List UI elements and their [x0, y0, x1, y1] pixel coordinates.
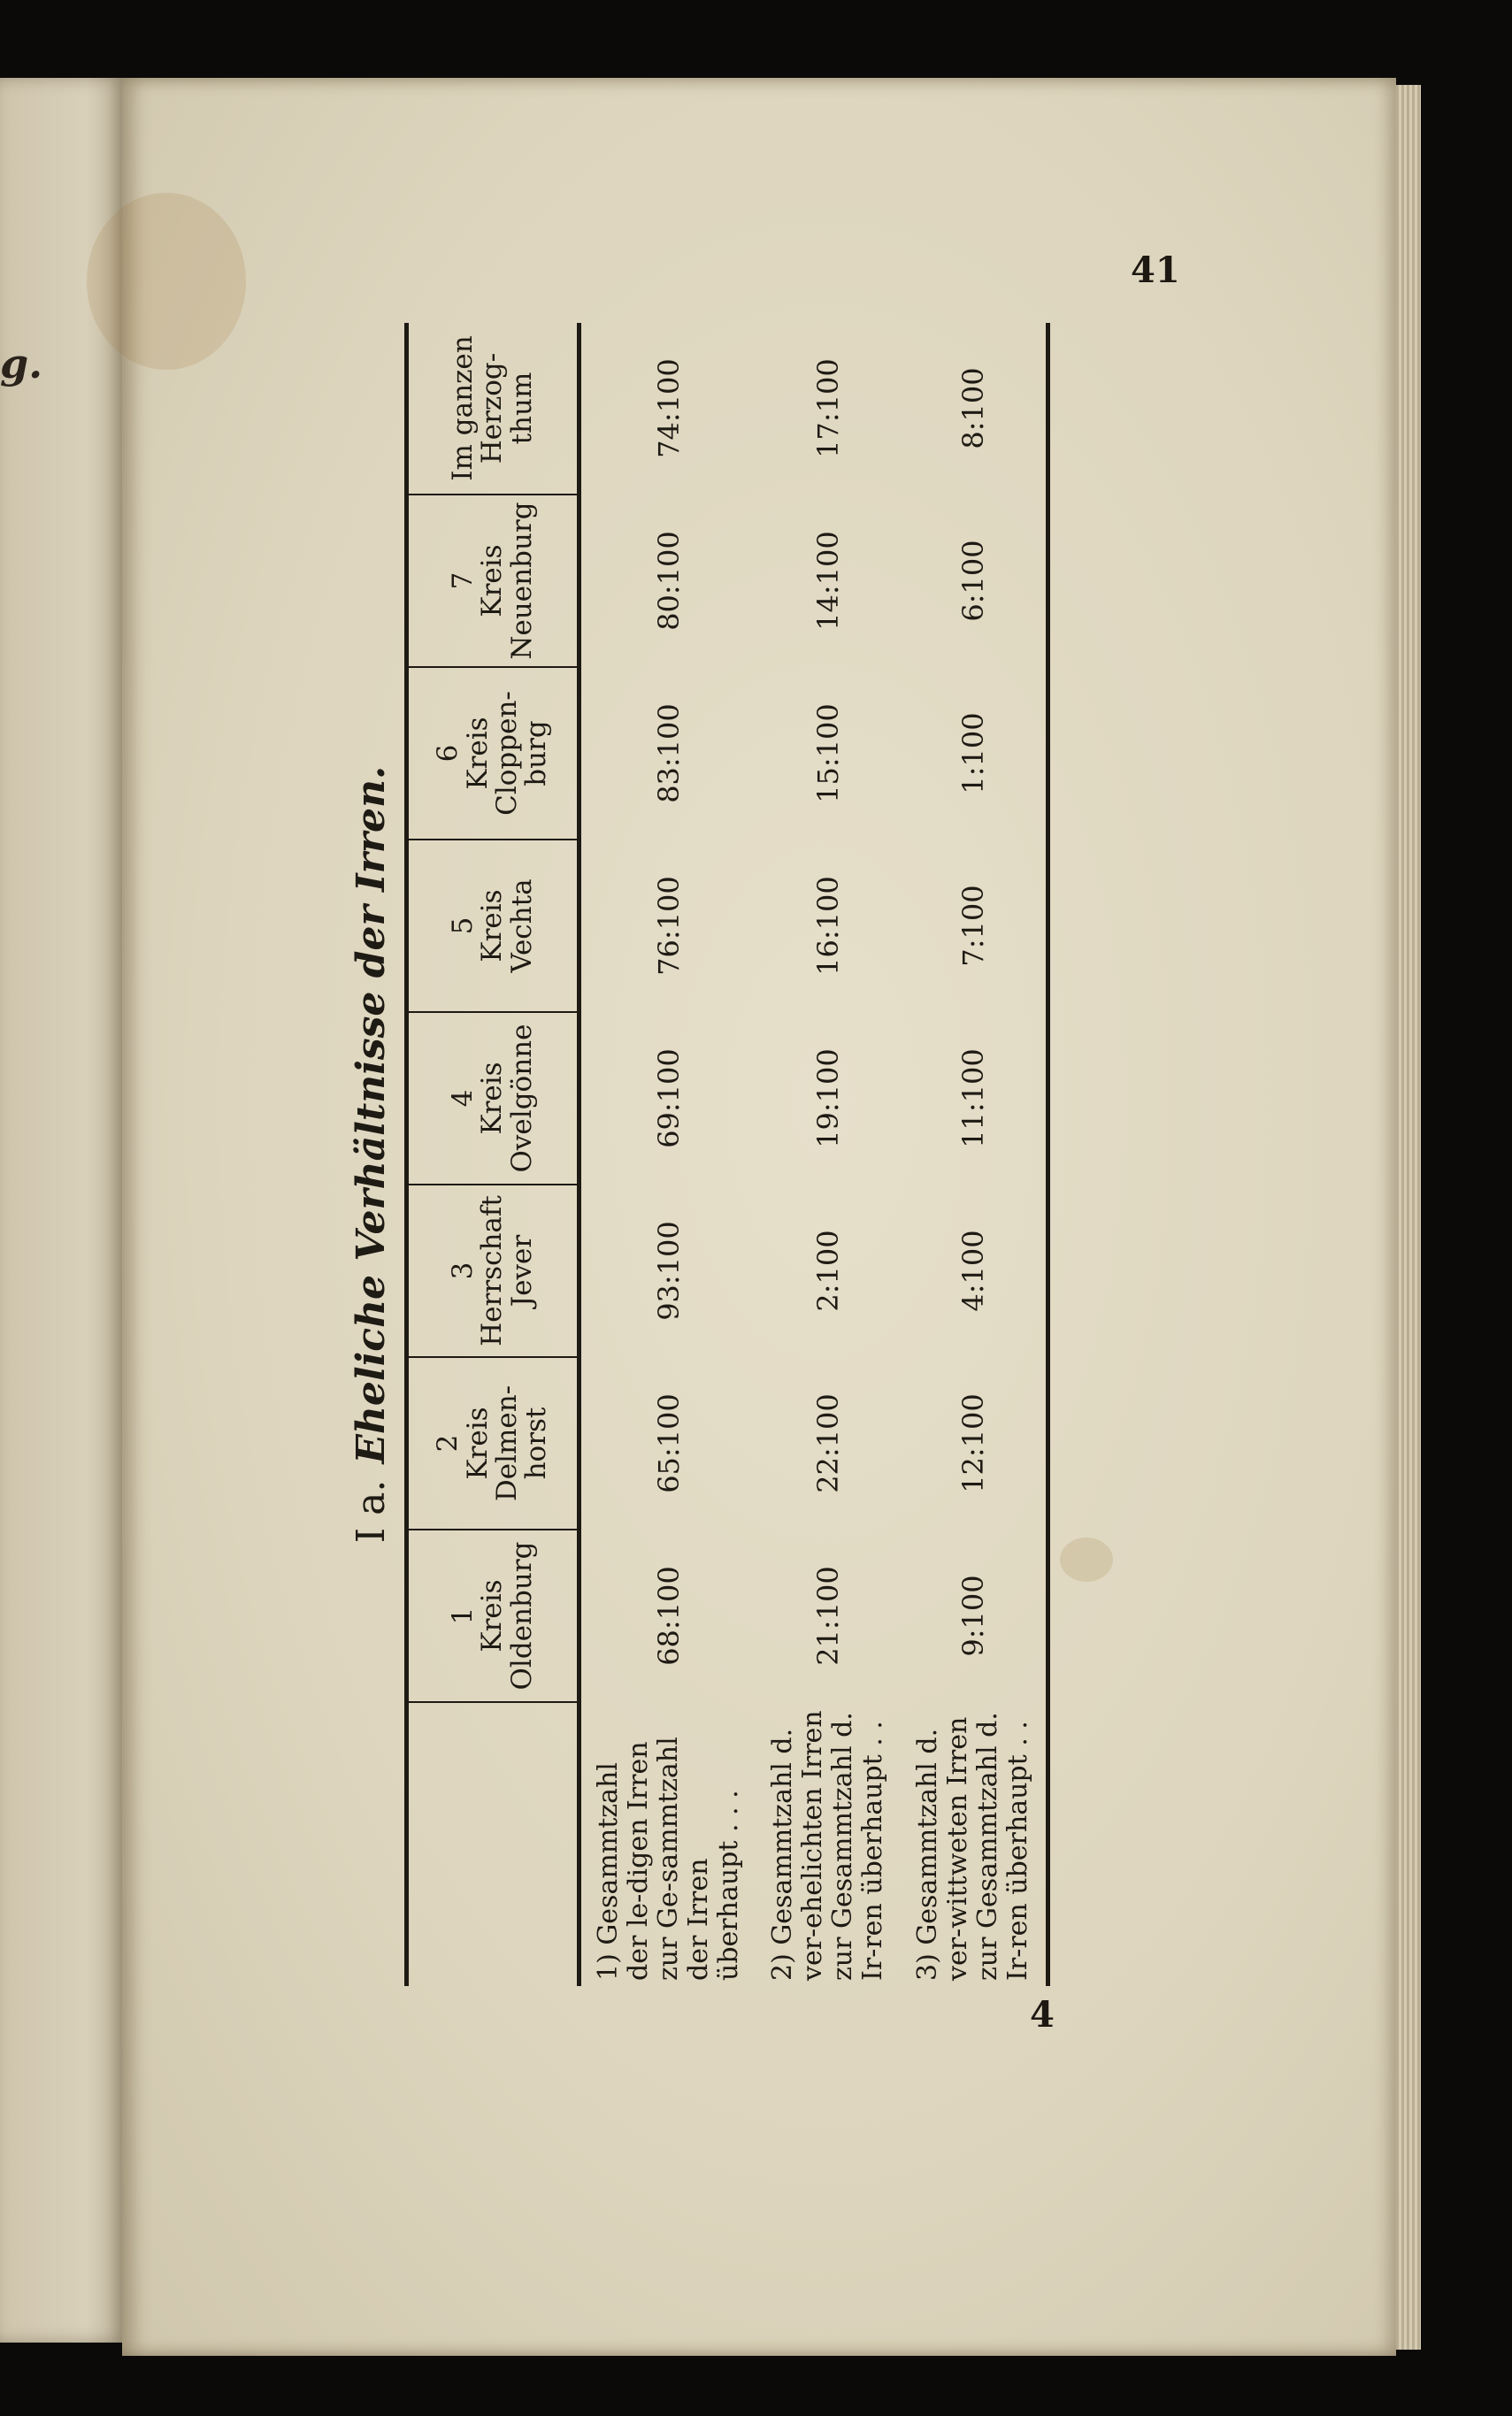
ratio-value: 12:100	[956, 1393, 990, 1493]
ratio-value: 1:100	[956, 712, 990, 794]
ratio-value: 93:100	[651, 1221, 686, 1321]
column-header	[409, 495, 577, 668]
row-label: 1) Gesammtzahl der le-digen Irren zur Ge-sammtzahl der Irren überhaupt . . .	[593, 1737, 744, 1981]
column-header	[409, 668, 577, 840]
column-header	[409, 323, 577, 495]
table-bottom-rule	[1046, 323, 1050, 1986]
table-header	[409, 323, 577, 1986]
column-name: Kreis Neuenburg	[476, 502, 538, 660]
column-number: 4	[446, 1089, 479, 1108]
column-name: Herrschaft Jever	[476, 1195, 538, 1346]
table-title-number: I a.	[348, 1479, 394, 1544]
page-number: 41	[1131, 249, 1180, 291]
ratio-value: 65:100	[651, 1393, 686, 1493]
signature-mark: 4	[1030, 1994, 1055, 2036]
ratio-value: 14:100	[811, 531, 846, 631]
ratio-value: 15:100	[811, 703, 846, 803]
table-body	[581, 323, 1046, 1986]
column-header	[409, 1530, 577, 1703]
ratio-value: 6:100	[956, 540, 990, 622]
ratio-value: 74:100	[651, 358, 686, 458]
page-edge-stack	[1396, 85, 1421, 2350]
column-name: Im ganzen Herzog-thum	[446, 335, 538, 481]
rotated-table-block	[341, 323, 1119, 1986]
statistics-table	[404, 323, 1050, 1986]
row-label: 3) Gesammtzahl d. ver-wittweten Irren zur Gesammtzahl d. Ir-ren überhaupt . .	[912, 1712, 1033, 1981]
header-label-column	[409, 1703, 577, 1986]
column-name: Kreis Ovelgönne	[476, 1024, 538, 1173]
ratio-value: 21:100	[811, 1566, 846, 1666]
ratio-value: 19:100	[811, 1048, 846, 1148]
ratio-value: 8:100	[956, 367, 990, 449]
column-number: 5	[446, 917, 479, 935]
ratio-value: 22:100	[811, 1393, 846, 1493]
column-name: Kreis Vechta	[476, 878, 538, 973]
table-title-text: Eheliche Verhältnisse der Irren.	[348, 765, 394, 1464]
column-number: 6	[432, 744, 464, 763]
ratio-value: 9:100	[956, 1575, 990, 1657]
ratio-value: 2:100	[811, 1230, 846, 1312]
column-number: 2	[432, 1434, 464, 1453]
left-page-text-fragment: g.	[0, 340, 43, 387]
column-name: Kreis Oldenburg	[476, 1541, 538, 1691]
ratio-value: 16:100	[811, 876, 846, 976]
column-header	[409, 1185, 577, 1358]
column-header	[409, 1013, 577, 1185]
table-title	[341, 323, 401, 1986]
column-name: Kreis Cloppen-burg	[461, 691, 553, 816]
ratio-value: 83:100	[651, 703, 686, 803]
paper-stain	[87, 193, 246, 370]
ratio-value: 7:100	[956, 885, 990, 967]
ratio-value: 17:100	[811, 358, 846, 458]
ratio-value: 11:100	[956, 1048, 990, 1148]
column-number: 1	[446, 1607, 479, 1625]
row-label: 2) Gesammtzahl d. ver-ehelichten Irren zur Gesammtzahl d. Ir-ren überhaupt . .	[767, 1710, 889, 1981]
column-header	[409, 840, 577, 1013]
ratio-value: 76:100	[651, 876, 686, 976]
column-number: 3	[446, 1262, 479, 1280]
left-page-edge	[0, 78, 124, 2343]
column-name: Kreis Delmen-horst	[461, 1384, 553, 1502]
ratio-value: 4:100	[956, 1230, 990, 1312]
column-header	[409, 1358, 577, 1530]
column-number: 7	[446, 571, 479, 590]
ratio-value: 69:100	[651, 1048, 686, 1148]
ratio-value: 68:100	[651, 1566, 686, 1666]
ratio-value: 80:100	[651, 531, 686, 631]
